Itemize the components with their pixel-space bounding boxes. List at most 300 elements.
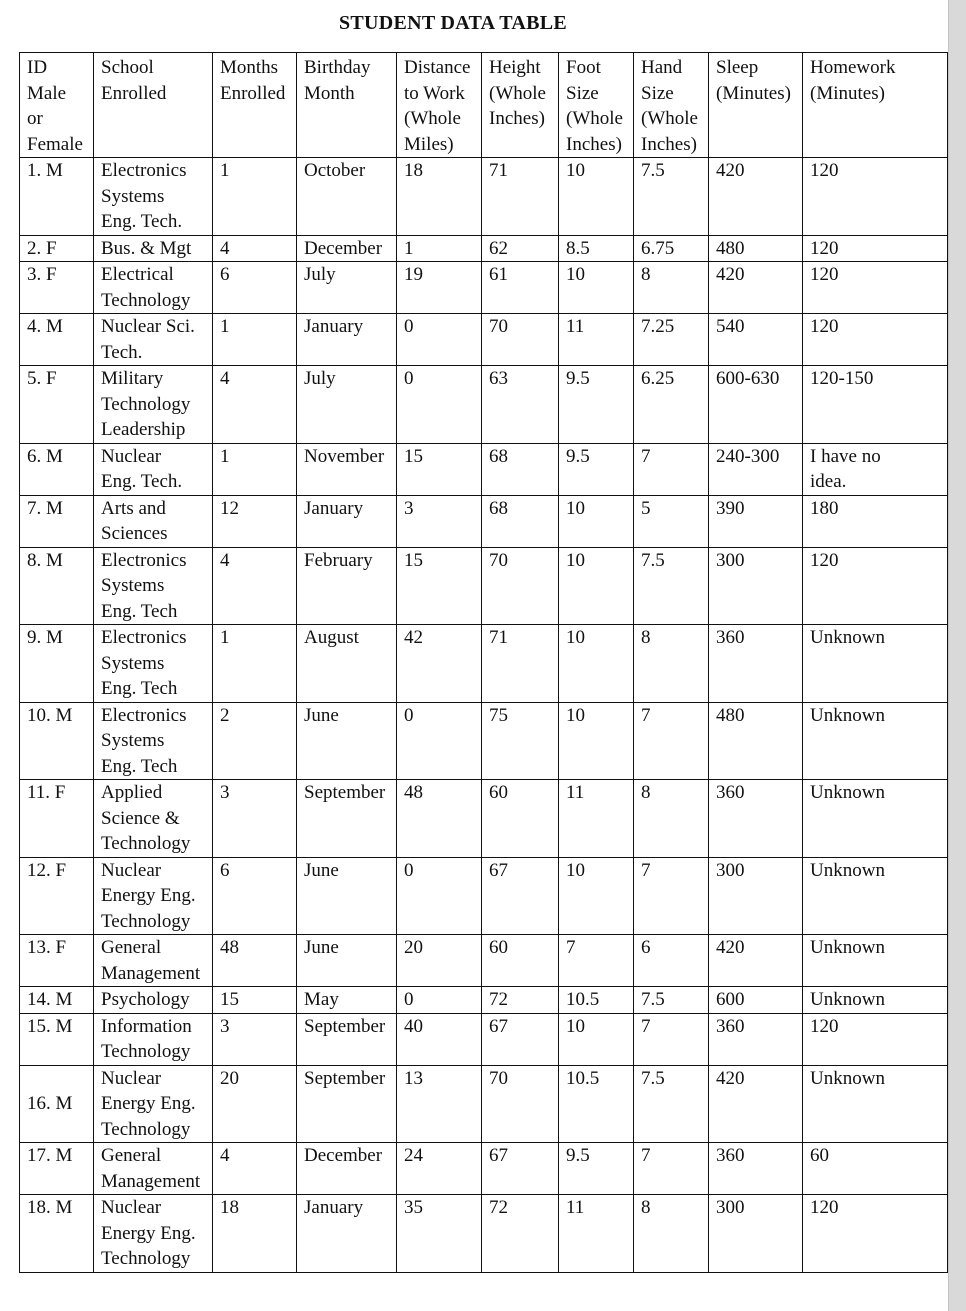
cell-line: Electronics [101,160,187,181]
cell-line: Energy Eng. [101,1222,196,1244]
cell-birthday: October [297,158,397,236]
cell-months: 15 [213,987,297,1014]
cell-line: Inches) [566,133,622,155]
cell-line: Systems [101,652,165,674]
cell-line: Technology [101,1248,191,1269]
cell-hand: 5 [634,495,709,547]
cell-school [94,443,213,495]
cell-school [94,1195,213,1273]
cell-distance: 42 [397,625,482,703]
cell-months: 1 [213,314,297,366]
cell-months: 3 [213,780,297,858]
cell-height: 60 [482,780,559,858]
cell-line: Technology [101,393,191,415]
table-row [20,987,948,1014]
cell-line: Eng. Tech [101,600,178,622]
cell-height: 62 [482,235,559,262]
cell-id: 12. F [20,857,94,935]
cell-line: Science & [101,807,180,829]
cell-homework [803,1065,948,1143]
column-header-distance [397,53,482,158]
table-row [20,158,948,236]
cell-hand: 8 [634,625,709,703]
cell-birthday: December [297,1143,397,1195]
column-header-hand [634,53,709,158]
cell-sleep: 360 [709,1013,803,1065]
cell-hand: 7.5 [634,547,709,625]
column-header-school [94,53,213,158]
cell-line: (Whole [489,82,546,104]
table-row [20,1195,948,1273]
cell-foot: 11 [559,1195,634,1273]
cell-hand: 7 [634,443,709,495]
cell-sleep: 600-630 [709,366,803,444]
cell-id: 1. M [20,158,94,236]
cell-sleep: 300 [709,857,803,935]
cell-school [94,1013,213,1065]
cell-line: 120 [810,264,839,285]
cell-birthday: July [297,366,397,444]
cell-height: 61 [482,262,559,314]
cell-foot: 11 [559,780,634,858]
cell-id: 15. M [20,1013,94,1065]
cell-hand: 6.25 [634,366,709,444]
cell-sleep: 300 [709,1195,803,1273]
cell-sleep: 600 [709,987,803,1014]
cell-homework [803,935,948,987]
cell-school [94,1143,213,1195]
cell-hand: 8 [634,262,709,314]
cell-birthday: September [297,1013,397,1065]
column-header-height [482,53,559,158]
student-data-table [19,52,948,1273]
cell-line: Unknown [810,704,885,726]
cell-months: 20 [213,1065,297,1143]
cell-line: 120 [810,1015,839,1037]
cell-height: 70 [482,547,559,625]
cell-line: General [101,937,162,958]
cell-line: Leadership [101,419,186,440]
cell-distance: 0 [397,702,482,780]
cell-line: Inches) [489,108,545,129]
cell-line: Nuclear [101,859,162,881]
cell-height: 72 [482,987,559,1014]
cell-school [94,158,213,236]
cell-id: 16. M [20,1065,94,1143]
table-row [20,780,948,858]
cell-line: Unknown [810,937,885,958]
cell-months: 48 [213,935,297,987]
cell-height: 72 [482,1195,559,1273]
cell-school [94,987,213,1014]
cell-id: 2. F [20,235,94,262]
cell-line: Applied [101,782,163,803]
cell-line: School [101,57,154,78]
cell-line: Enrolled [220,82,286,104]
cell-line: 120 [810,1197,839,1218]
cell-line: Nuclear Sci. [101,316,195,337]
cell-sleep: 360 [709,1143,803,1195]
cell-line: Nuclear [101,1067,162,1089]
cell-hand: 7.25 [634,314,709,366]
cell-id: 8. M [20,547,94,625]
table-row [20,495,948,547]
cell-foot: 10 [559,702,634,780]
cell-distance: 48 [397,780,482,858]
cell-homework [803,158,948,236]
cell-months: 1 [213,625,297,703]
cell-homework [803,547,948,625]
table-row [20,262,948,314]
table-row [20,935,948,987]
cell-foot: 10.5 [559,987,634,1014]
cell-hand: 7 [634,857,709,935]
cell-line: Unknown [810,1067,885,1089]
cell-sleep: 360 [709,780,803,858]
cell-school [94,314,213,366]
cell-sleep: 420 [709,262,803,314]
cell-height: 71 [482,625,559,703]
cell-line: I have no [810,445,881,467]
cell-homework [803,262,948,314]
cell-hand: 7.5 [634,987,709,1014]
cell-distance: 20 [397,935,482,987]
cell-homework [803,235,948,262]
cell-distance: 40 [397,1013,482,1065]
cell-line: Military [101,368,164,389]
cell-sleep: 540 [709,314,803,366]
cell-id: 4. M [20,314,94,366]
cell-foot: 10 [559,1013,634,1065]
cell-id: 10. M [20,702,94,780]
table-header [20,53,948,158]
cell-id: 13. F [20,935,94,987]
cell-foot: 10 [559,495,634,547]
cell-line: Foot [566,57,601,78]
cell-sleep: 390 [709,495,803,547]
cell-line: Electronics [101,549,187,571]
cell-birthday: June [297,935,397,987]
cell-months: 3 [213,1013,297,1065]
cell-months: 4 [213,1143,297,1195]
cell-hand: 8 [634,1195,709,1273]
cell-distance: 13 [397,1065,482,1143]
cell-line: Systems [101,575,165,596]
cell-school [94,235,213,262]
cell-line: Energy Eng. [101,885,196,906]
cell-line: (Whole [404,108,461,129]
table-row [20,547,948,625]
table-row [20,625,948,703]
cell-foot: 10.5 [559,1065,634,1143]
cell-line: Electronics [101,627,187,648]
cell-line: Electronics [101,704,187,726]
cell-months: 4 [213,366,297,444]
cell-line: Eng. Tech. [101,211,183,232]
cell-line: 120-150 [810,368,874,389]
cell-line: Inches) [641,133,697,155]
cell-birthday: January [297,1195,397,1273]
cell-height: 67 [482,1013,559,1065]
cell-line: Months [220,57,279,78]
cell-hand: 7 [634,702,709,780]
cell-line: Psychology [101,989,190,1010]
cell-line: Unknown [810,989,885,1010]
cell-sleep: 420 [709,158,803,236]
cell-line: Tech. [101,341,143,363]
cell-hand: 6.75 [634,235,709,262]
cell-line: Homework [810,57,896,78]
cell-id: 18. M [20,1195,94,1273]
cell-foot: 10 [559,262,634,314]
cell-id: 6. M [20,443,94,495]
cell-foot: 10 [559,158,634,236]
cell-line: Management [101,1170,201,1192]
cell-distance: 0 [397,987,482,1014]
cell-birthday: May [297,987,397,1014]
cell-height: 68 [482,443,559,495]
cell-line: (Whole [566,108,623,129]
cell-birthday: November [297,443,397,495]
cell-school [94,547,213,625]
cell-distance: 0 [397,366,482,444]
window-edge [948,0,966,1311]
cell-height: 60 [482,935,559,987]
table-row [20,1013,948,1065]
cell-line: 180 [810,497,839,519]
cell-sleep: 240-300 [709,443,803,495]
cell-line: to Work [404,82,465,104]
cell-months: 1 [213,443,297,495]
cell-line: Birthday [304,57,371,78]
cell-line: (Whole [641,108,698,129]
table-row [20,366,948,444]
cell-homework [803,857,948,935]
cell-line: Nuclear [101,445,162,467]
cell-sleep: 480 [709,702,803,780]
cell-height: 70 [482,1065,559,1143]
cell-line: Unknown [810,782,885,803]
cell-birthday: January [297,314,397,366]
cell-school [94,495,213,547]
cell-line: Height [489,57,541,78]
cell-line: Sleep [716,57,759,78]
cell-hand: 7.5 [634,1065,709,1143]
cell-months: 2 [213,702,297,780]
cell-homework [803,987,948,1014]
table-row [20,314,948,366]
cell-line: General [101,1145,162,1166]
cell-distance: 15 [397,547,482,625]
cell-homework [803,1195,948,1273]
column-header-foot [559,53,634,158]
cell-birthday: June [297,702,397,780]
cell-distance: 3 [397,495,482,547]
cell-homework [803,366,948,444]
cell-months: 18 [213,1195,297,1273]
cell-birthday: December [297,235,397,262]
cell-line: Technology [101,910,191,932]
cell-line: Enrolled [101,82,167,104]
cell-line: Male [27,82,67,104]
table-row [20,857,948,935]
cell-school [94,262,213,314]
cell-line: Female [27,133,83,155]
cell-line: Arts and [101,497,166,519]
cell-sleep: 300 [709,547,803,625]
cell-birthday: January [297,495,397,547]
column-header-id [20,53,94,158]
table-row [20,235,948,262]
column-header-homework [803,53,948,158]
cell-sleep: 360 [709,625,803,703]
cell-distance: 24 [397,1143,482,1195]
cell-line: Eng. Tech [101,755,178,777]
cell-birthday: July [297,262,397,314]
cell-school [94,1065,213,1143]
cell-sleep: 420 [709,935,803,987]
cell-foot: 10 [559,625,634,703]
cell-height: 67 [482,857,559,935]
cell-birthday: June [297,857,397,935]
cell-distance: 19 [397,262,482,314]
cell-foot: 9.5 [559,443,634,495]
cell-line: Energy Eng. [101,1093,196,1114]
cell-sleep: 420 [709,1065,803,1143]
column-header-months [213,53,297,158]
column-header-birthday [297,53,397,158]
cell-line: Technology [101,833,191,854]
cell-height: 75 [482,702,559,780]
cell-sleep: 480 [709,235,803,262]
cell-school [94,935,213,987]
cell-foot: 7 [559,935,634,987]
cell-line: Eng. Tech [101,678,178,699]
column-header-sleep [709,53,803,158]
cell-line: Eng. Tech. [101,471,183,492]
cell-months: 6 [213,262,297,314]
cell-id: 11. F [20,780,94,858]
cell-hand: 6 [634,935,709,987]
cell-months: 4 [213,547,297,625]
cell-homework [803,702,948,780]
cell-line: Unknown [810,627,885,648]
cell-school [94,702,213,780]
cell-hand: 7 [634,1143,709,1195]
cell-line: Technology [101,1118,191,1140]
cell-hand: 7 [634,1013,709,1065]
table-row [20,1065,948,1143]
cell-months: 4 [213,235,297,262]
cell-birthday: August [297,625,397,703]
cell-height: 71 [482,158,559,236]
cell-line: Electrical [101,264,174,285]
cell-line: or [27,108,43,129]
cell-line: 120 [810,160,839,181]
table-row [20,702,948,780]
cell-homework [803,1013,948,1065]
cell-months: 1 [213,158,297,236]
cell-distance: 15 [397,443,482,495]
cell-distance: 1 [397,235,482,262]
cell-foot: 8.5 [559,235,634,262]
table-body [20,158,948,1273]
cell-line: Unknown [810,859,885,881]
cell-height: 63 [482,366,559,444]
cell-line: Hand [641,57,683,78]
cell-id: 7. M [20,495,94,547]
cell-months: 12 [213,495,297,547]
cell-line: Size [641,82,674,104]
cell-line: Nuclear [101,1197,162,1218]
cell-homework [803,780,948,858]
cell-foot: 11 [559,314,634,366]
cell-line: 60 [810,1145,829,1166]
cell-foot: 9.5 [559,366,634,444]
cell-school [94,780,213,858]
table-row [20,443,948,495]
cell-homework [803,625,948,703]
cell-id: 14. M [20,987,94,1014]
cell-homework [803,1143,948,1195]
cell-height: 67 [482,1143,559,1195]
cell-hand: 7.5 [634,158,709,236]
table-row [20,1143,948,1195]
cell-foot: 9.5 [559,1143,634,1195]
cell-line: 120 [810,316,839,337]
cell-line: Systems [101,730,165,751]
cell-birthday: September [297,780,397,858]
page-title: STUDENT DATA TABLE [338,12,568,34]
cell-line: Systems [101,185,165,207]
cell-line: idea. [810,471,847,492]
cell-id: 17. M [20,1143,94,1195]
cell-line: Sciences [101,523,168,544]
cell-id: 5. F [20,366,94,444]
cell-distance: 0 [397,314,482,366]
cell-line: Bus. & Mgt [101,237,192,259]
cell-school [94,366,213,444]
cell-line: Miles) [404,133,454,155]
cell-line: Month [304,82,355,104]
cell-line: Management [101,962,201,984]
cell-height: 68 [482,495,559,547]
cell-line: Information [101,1015,192,1037]
cell-line: 120 [810,237,839,259]
cell-height: 70 [482,314,559,366]
cell-line: 120 [810,549,839,571]
cell-hand: 8 [634,780,709,858]
cell-line: ID [27,57,48,78]
cell-line: Technology [101,1041,191,1062]
cell-id: 3. F [20,262,94,314]
cell-id: 9. M [20,625,94,703]
cell-line: (Minutes) [810,82,885,104]
cell-distance: 35 [397,1195,482,1273]
cell-months: 6 [213,857,297,935]
cell-line: Distance [404,57,471,78]
cell-school [94,625,213,703]
cell-homework [803,443,948,495]
cell-line: (Minutes) [716,82,791,104]
cell-distance: 0 [397,857,482,935]
cell-distance: 18 [397,158,482,236]
header-row [20,53,948,158]
cell-line: Technology [101,289,191,311]
cell-school [94,857,213,935]
cell-foot: 10 [559,547,634,625]
cell-birthday: February [297,547,397,625]
